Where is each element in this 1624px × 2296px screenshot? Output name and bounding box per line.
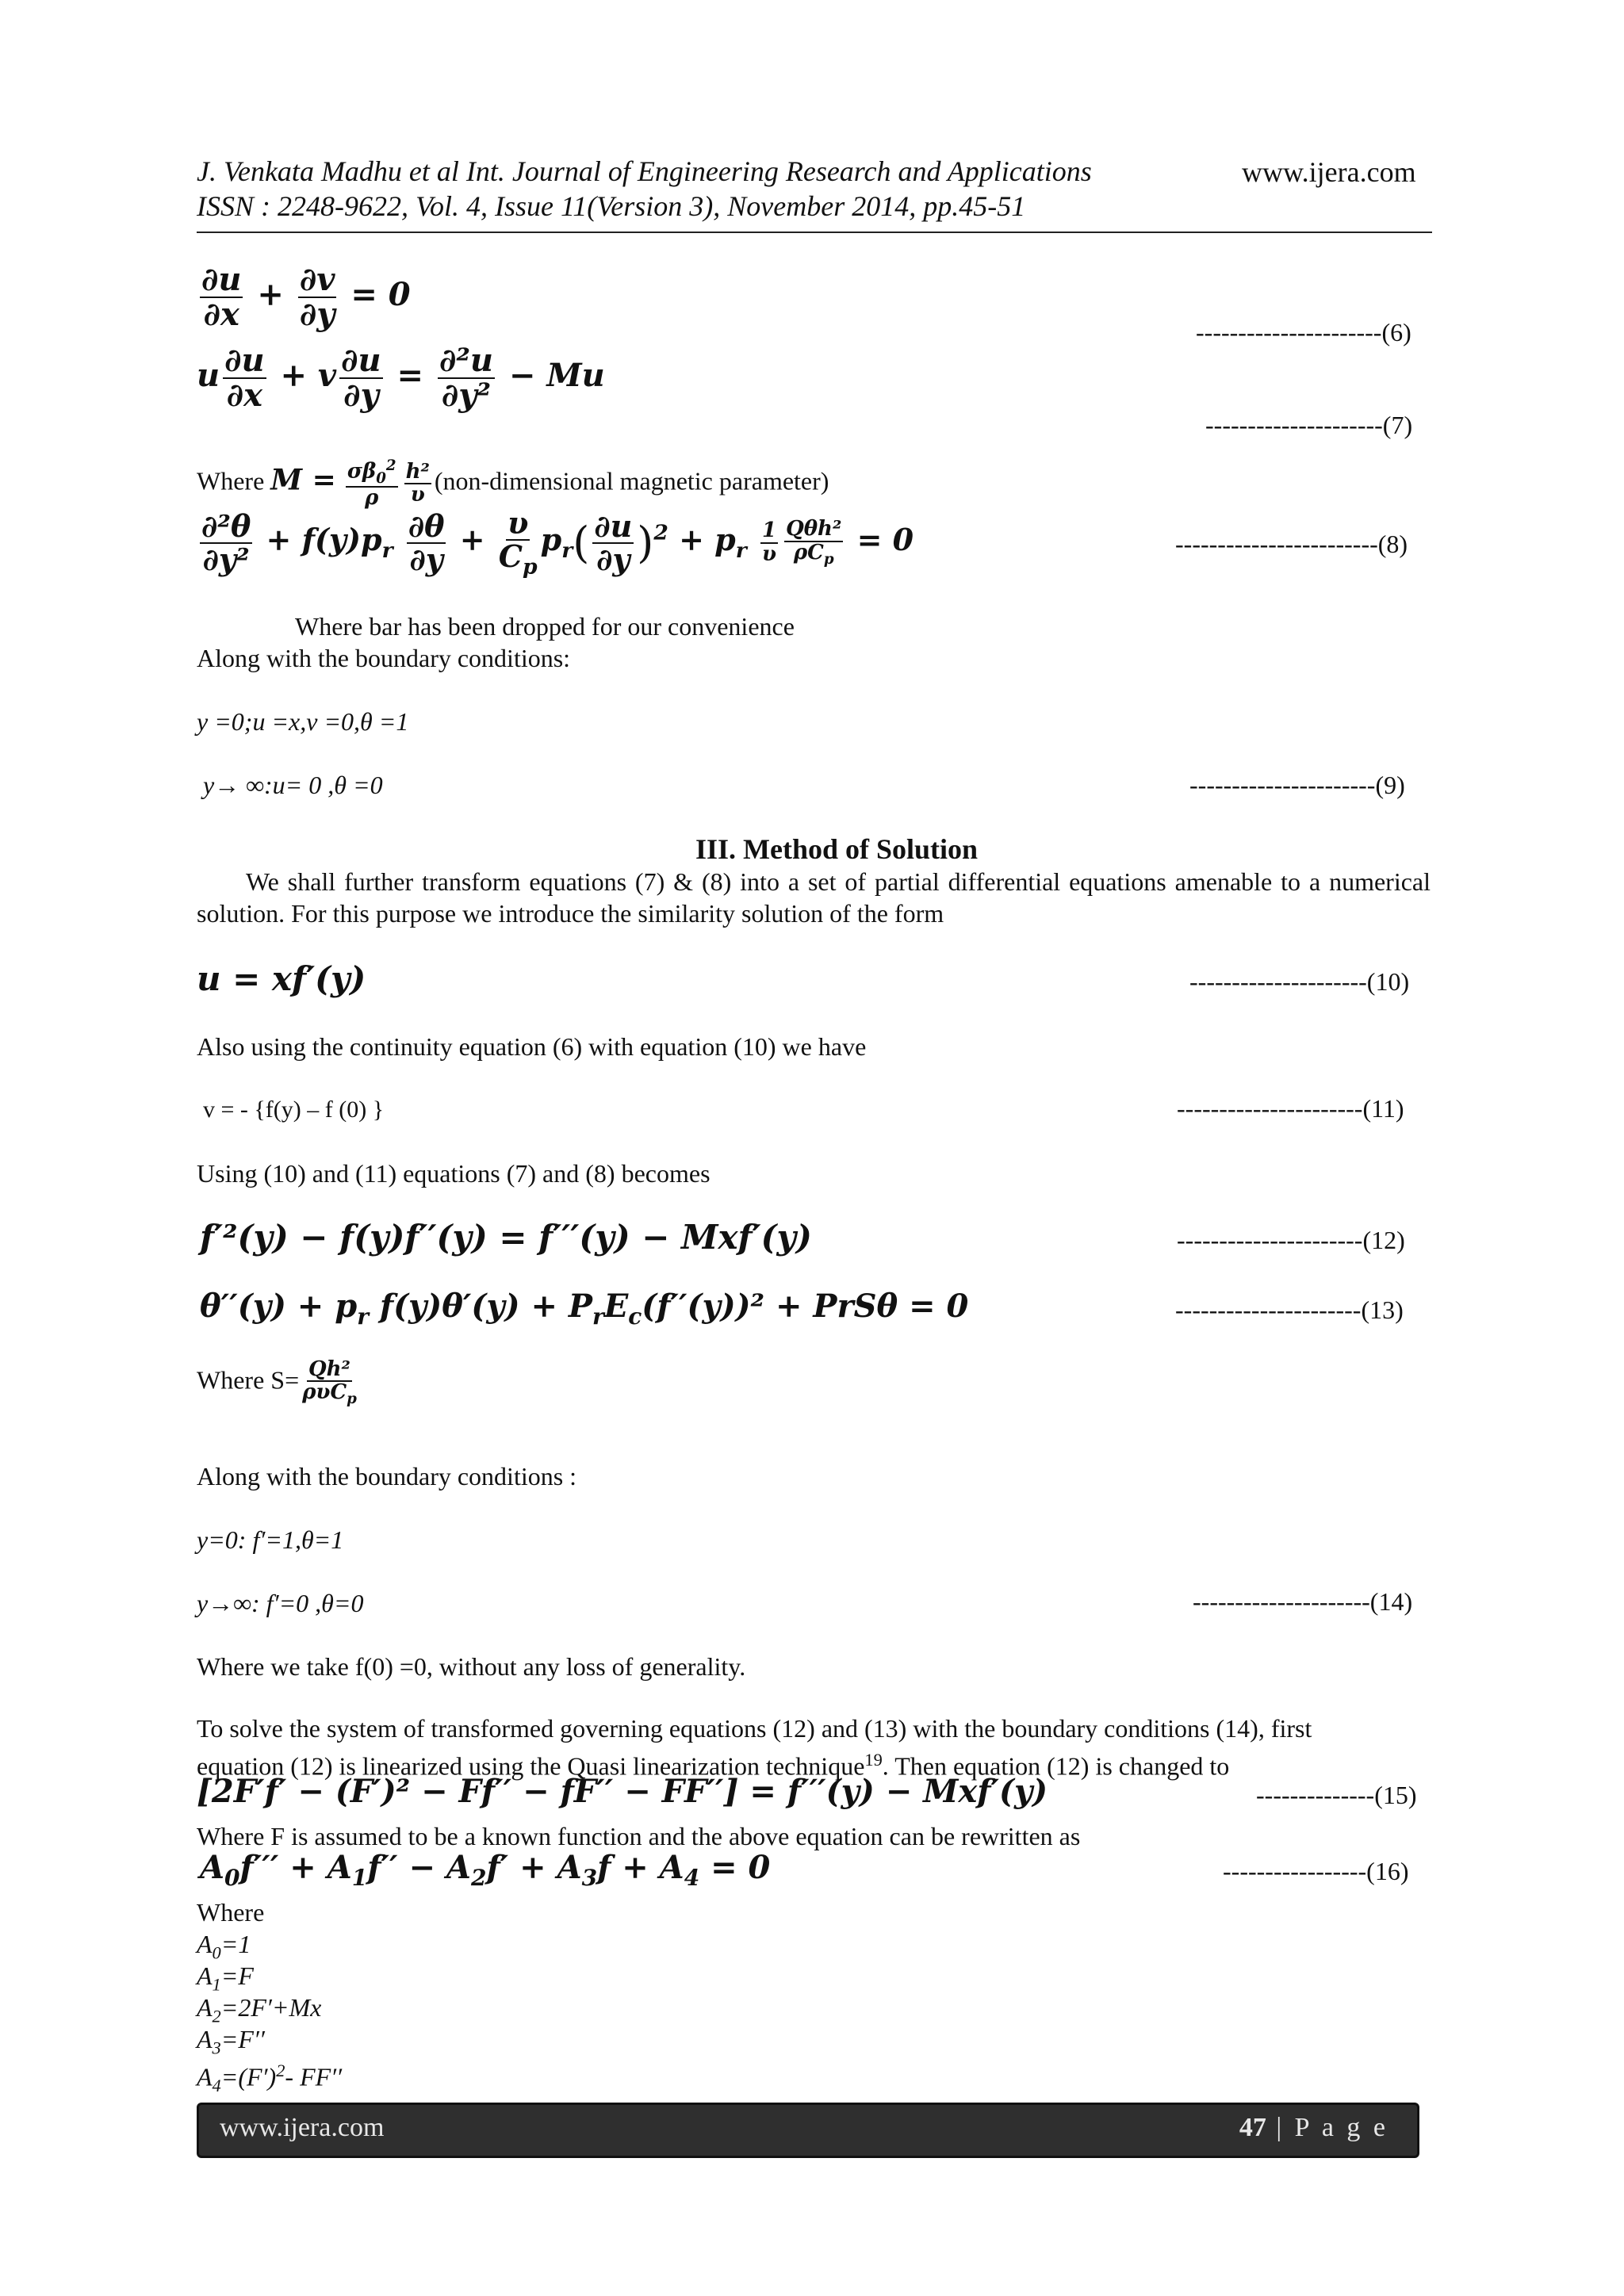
equation-label-8: ------------------------(8)	[1175, 530, 1408, 558]
quasi-paragraph-line1: To solve the system of transformed governing equations (12) and (13) with the boundary conditions (14), first	[197, 1714, 1312, 1743]
method-paragraph: We shall further transform equations (7) & (8) into a set of partial differential equations amenable to a numerical solution. For this purpose we introduce the similarity solution of the form	[197, 867, 1431, 928]
header-issn-line: ISSN : 2248-9622, Vol. 4, Issue 11(Version 3), November 2014, pp.45-51	[197, 190, 1026, 222]
header-rule	[197, 232, 1432, 233]
where-m-line: Where M = $\frac{\sigma\beta_0^2}{\rho}$ $\frac{\text{h²}}{\upsilon}$ (non-dimensional magnetic parameter)	[197, 457, 829, 510]
boundary-intro-2: Along with the boundary conditions :	[197, 1462, 577, 1490]
where-s-line: Where S= $\frac{\text{Qh²}}{\rho\upsilon C_p}$	[197, 1357, 357, 1408]
equation-label-13: ----------------------(13)	[1175, 1295, 1404, 1324]
equation-label-6: ----------------------(6)	[1196, 318, 1411, 346]
footer-page-number: 47 | P a g e	[1239, 2113, 1388, 2142]
equation-12: f′²(y) − f(y)f′′(y) = f′′′(y) − Mxf′(y)	[200, 1218, 812, 1257]
boundary-condition-2: y→ ∞:u= 0 ,θ =0	[203, 771, 383, 799]
footer-website: www.ijera.com	[220, 2113, 385, 2142]
equation-label-14: ---------------------(14)	[1193, 1587, 1413, 1616]
quasi-paragraph-line2: equation (12) is linearized using the Quasi linearization technique$^{19}$. Then equation (12) is changed to	[197, 1750, 1230, 1781]
reference-19: 19	[864, 1750, 883, 1770]
equation-label-7: ---------------------(7)	[1205, 411, 1413, 439]
equation-6: $\frac{\partial u}{\partial x}$ + $\frac{\partial v}{\partial y}$ = 0	[201, 261, 411, 333]
boundary-condition-4: y→∞: f′=0 ,θ=0	[197, 1589, 364, 1617]
coefficient-a0: $A_0=1$	[197, 1930, 251, 1963]
bar-dropped-note: Where bar has been dropped for our convenience	[295, 612, 795, 641]
equation-label-12: ----------------------(12)	[1177, 1226, 1405, 1254]
page-footer	[197, 2103, 1419, 2158]
using-sentence: Using (10) and (11) equations (7) and (8) becomes	[197, 1159, 710, 1188]
equation-15: [2F′f′ − (F′)² − Ff′′ − fF′′ − FF′′] = f′′′(y) − Mxf′(y)	[197, 1773, 1048, 1810]
boundary-condition-3: y=0: f′=1,θ=1	[197, 1525, 344, 1554]
equation-7: u $\frac{\partial u}{\partial x}$ + v $\frac{\partial u}{\partial y}$ = $\frac{\text{∂²u}}{\text{∂y²}}$ − Mu	[197, 342, 605, 414]
equation-8: $\frac{\text{∂²θ}}{\text{∂y²}}$ + $f(y)p_r$ $\frac{\partial\theta}{\partial y}$ + $\frac{\upsilon}{C_p}$ $p_r$( $\frac{\partial u}{\partial y}$ )$^2 + p_r$ $\frac{1}{\upsilon}$ $\frac{\text{Qθh²}}{\rho C_p}$ = 0	[201, 505, 914, 580]
generality-sentence: Where we take f(0) =0, without any loss of generality.	[197, 1652, 746, 1681]
boundary-intro-1: Along with the boundary conditions:	[197, 644, 571, 672]
boundary-condition-1: y =0;u =x,v =0,θ =1	[197, 707, 409, 736]
where-label: Where	[197, 1898, 265, 1927]
coefficient-a4: $A_4=(F')^2-$ FF′′	[197, 2061, 343, 2096]
header-journal-line: J. Venkata Madhu et al Int. Journal of Engineering Research and Applications	[197, 155, 1092, 187]
known-function-sentence: Where F is assumed to be a known function and the above equation can be rewritten as	[197, 1822, 1081, 1850]
coefficient-a1: $A_1=F$	[197, 1961, 254, 1995]
section-title: III. Method of Solution	[695, 833, 979, 865]
equation-10: u = xf′(y)	[197, 959, 366, 998]
equation-16: $A_0f''' + A_1f'' - A_2f' + A_3f + A_4 = 0$	[200, 1849, 771, 1891]
equation-label-16: -----------------(16)	[1223, 1857, 1409, 1885]
coefficient-a2: $A_2=2F'+Mx$	[197, 1993, 322, 2026]
equation-11: v = - {f(y) – f (0) }	[203, 1096, 385, 1123]
equation-13: $\theta''(y) + p_r$ $f(y)\theta'(y) + P_rE_c(f''(y))^2 + PrS\theta = 0$	[200, 1288, 969, 1330]
header-website: www.ijera.com	[1242, 156, 1416, 188]
coefficient-a3: $A_3=F''$	[197, 2025, 265, 2058]
equation-label-11: ----------------------(11)	[1177, 1094, 1404, 1123]
continuity-sentence: Also using the continuity equation (6) with equation (10) we have	[197, 1032, 867, 1061]
equation-label-15: --------------(15)	[1256, 1781, 1417, 1809]
equation-label-10: ---------------------(10)	[1189, 967, 1410, 996]
equation-label-9: ----------------------(9)	[1189, 771, 1405, 799]
